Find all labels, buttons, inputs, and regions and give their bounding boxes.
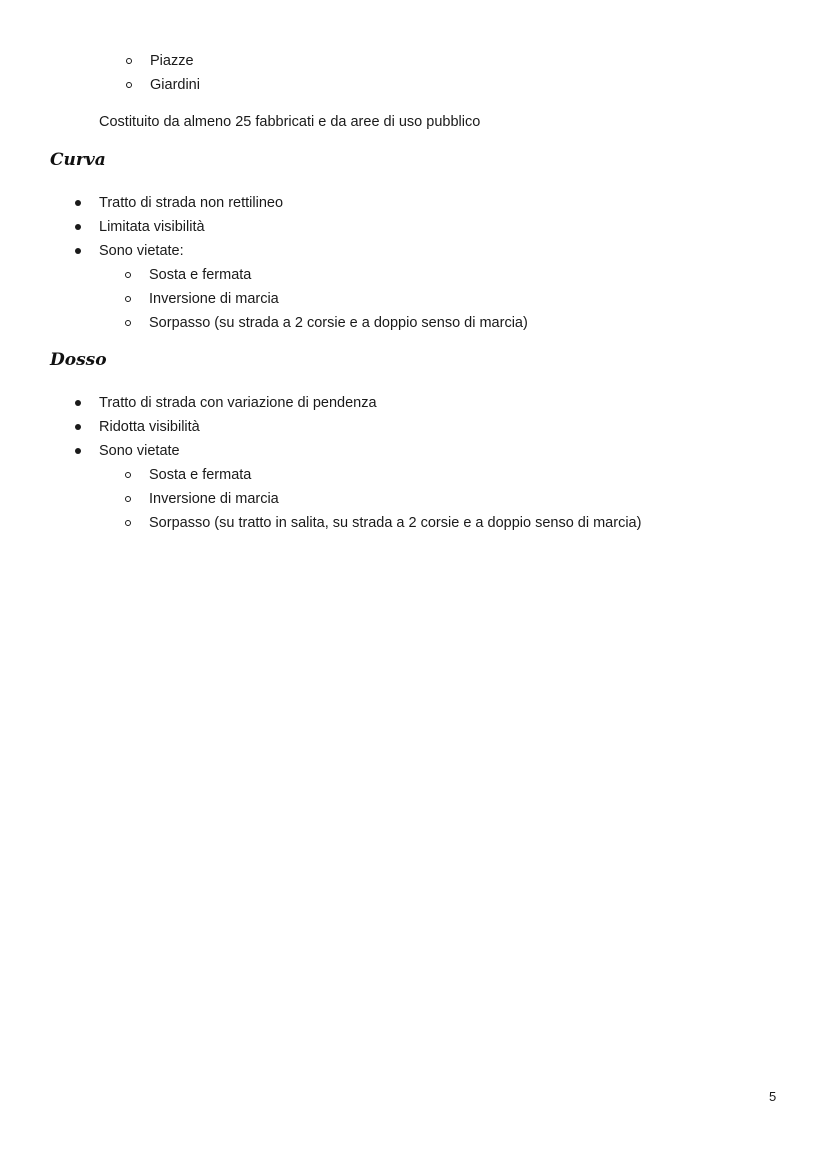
bullet-icon (75, 224, 81, 230)
list-item: Tratto di strada non rettilineo (99, 195, 284, 211)
sublist-item: Piazze (150, 53, 194, 69)
bullet-icon (75, 200, 81, 206)
hollow-bullet-icon (126, 58, 132, 64)
sublist-item: Inversione di marcia (149, 291, 279, 307)
sublist-item: Sosta e fermata (149, 467, 252, 483)
sublist-item: Sorpasso (su tratto in salita, su strada a 2 corsie e a doppio senso di marcia) (149, 515, 642, 531)
list-item: Limitata visibilità (99, 219, 205, 235)
sublist-item: Inversione di marcia (149, 491, 279, 507)
intro-note: Costituito da almeno 25 fabbricati e da aree di uso pubblico (99, 114, 481, 130)
page-number: 5 (769, 1089, 777, 1104)
list-item: Ridotta visibilità (99, 419, 200, 435)
bullet-icon (75, 248, 81, 254)
list-item: Sono vietate: (99, 243, 184, 259)
hollow-bullet-icon (125, 472, 131, 478)
section-heading: Curva (50, 150, 106, 170)
hollow-bullet-icon (125, 296, 131, 302)
hollow-bullet-icon (125, 520, 131, 526)
section-heading: Dosso (50, 350, 107, 370)
hollow-bullet-icon (125, 272, 131, 278)
bullet-icon (75, 400, 81, 406)
list-item: Sono vietate (99, 443, 180, 459)
bullet-icon (75, 448, 81, 454)
sublist-item: Giardini (150, 77, 200, 93)
sublist-item: Sorpasso (su strada a 2 corsie e a doppio senso di marcia) (149, 315, 528, 331)
bullet-icon (75, 424, 81, 430)
list-item: Tratto di strada con variazione di pendenza (99, 395, 377, 411)
hollow-bullet-icon (125, 320, 131, 326)
sublist-item: Sosta e fermata (149, 267, 252, 283)
hollow-bullet-icon (125, 496, 131, 502)
hollow-bullet-icon (126, 82, 132, 88)
